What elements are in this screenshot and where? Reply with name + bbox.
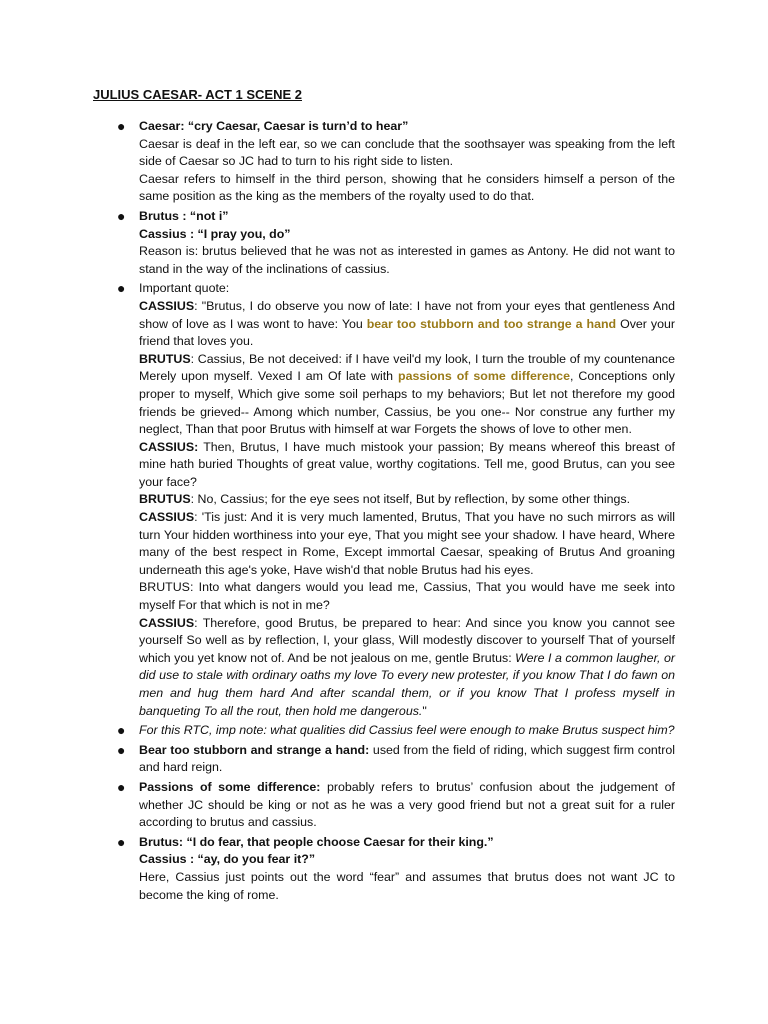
body-text: " [422,703,427,718]
note-line [139,615,675,721]
speaker-name: CASSIUS [139,510,195,525]
note-line [139,226,675,244]
list-item [117,722,675,740]
body-text: : "Brutus, I do observe you now of late: I have not from your eyes that gentleness And show of love as I was wont to have: You [139,298,675,331]
note-line [139,869,675,904]
body-text: , Conceptions only proper to myself, Which give some soil perhaps to my behaviors; But let not therefore my good friends be grieved-- Among which number, Cassius, be you one-- Nor construe any further my neglect, Than that poor Brutus with himself at war Forgets the shows of love to other men. [139,369,675,437]
note-line [139,834,675,852]
bullet-icon: ● [117,280,126,297]
body-text: Caesar refers to himself in the third person, showing that he considers himself a person of the same position as the king as the members of the royalty used to do that. [139,171,675,204]
bullet-icon: ● [117,118,126,134]
list-item [117,207,675,278]
list-item [117,280,675,720]
list-item [117,741,675,777]
list-item [117,118,675,206]
bold-text: Cassius : “ay, do you fear it?” [139,852,316,867]
note-line [139,722,675,740]
bold-text: Cassius : “I pray you, do” [139,226,291,241]
body-text: BRUTUS: Into what dangers would you lead me, Cassius, That you would have me seek into myself For that which is not in me? [139,580,675,613]
bold-text: Brutus: “I do fear, that people choose Caesar for their king.” [139,834,494,849]
bullet-icon: ● [117,778,126,795]
body-text: Over your friend that loves you. [139,316,675,349]
speaker-name: BRUTUS [139,492,191,507]
bullet-icon: ● [117,833,126,850]
body-text: : No, Cassius; for the eye sees not itself, But by reflection, by some other things. [190,492,631,507]
note-line [139,439,675,492]
body-text: probably refers to brutus’ confusion about the judgement of whether JC should be king or not as he was a very good friend but not a great suit for a ruler according to brutus and cassius. [139,779,675,830]
note-line [139,136,675,171]
italic-text: For this RTC, imp note: what qualities did Cassius feel were enough to make Brutus suspect him? [139,723,675,738]
term-label: Passions of some difference: [139,779,321,794]
body-text: : 'Tis just: And it is very much lamented, Brutus, That you have no such mirrors as will turn Your hidden worthiness into your eye, That you might see your shadow. I have heard, Where many of the best respect in Rome, Except immortal Caesar, speaking of Brutus And groaning underneath this age's yoke, Have wish'd that noble Brutus had his eyes. [139,510,675,577]
speaker-name: CASSIUS [139,615,195,630]
body-text: Caesar is deaf in the left ear, so we can conclude that the soothsayer was speaking from the left side of Caesar so JC had to turn to his right side to listen. [139,136,675,169]
term-label: Bear too stubborn and strange a hand: [139,742,370,757]
list-item [117,833,675,904]
bullet-icon: ● [117,207,126,224]
speaker-name: BRUTUS [139,351,191,366]
speaker-name: CASSIUS: [139,439,199,454]
note-line [139,851,675,869]
bold-text: Caesar: “cry Caesar, Caesar is turn’d to hear” [139,119,409,133]
body-text: Reason is: brutus believed that he was not as interested in games as Antony. He did not want to stand in the way of the inclinations of cassius. [139,244,675,276]
body-text: used from the field of riding, which suggest firm control and hard reign. [139,742,675,775]
note-line [139,208,675,226]
body-text: Important quote: [139,281,230,296]
italic-text: Were I a common laugher, or did use to stale with ordinary oaths my love To every new protester, if you know That I do fawn on men and hug them hard And after scandal them, or if you know That I profess myself in banqueting To all the rout, then hold me dangerous. [139,650,675,718]
note-line [139,779,675,832]
bullet-icon: ● [117,722,126,739]
body-text: : Cassius, Be not deceived: if I have veil'd my look, I turn the trouble of my countenance Merely upon myself. Vexed I am Of late with [139,351,675,384]
note-line [139,171,675,206]
bold-text: Brutus : “not i” [139,208,229,223]
note-line [139,298,675,351]
note-line [139,509,675,579]
list-item [117,778,675,832]
body-text: Then, Brutus, I have much mistook your passion; By means whereof this breast of mine hath buried Thoughts of great value, worthy cogitations. Tell me, good Brutus, can you see your face? [139,439,675,489]
speaker-name: CASSIUS [139,298,195,313]
bullet-icon: ● [117,741,126,758]
highlighted-phrase: bear too stubborn and too strange a hand [366,316,617,331]
note-line [139,491,675,509]
note-line [139,742,675,777]
highlighted-phrase: passions of some difference [398,369,570,384]
note-line [139,243,675,278]
body-text: : Therefore, good Brutus, be prepared to hear: And since you know you cannot see yourself So well as by reflection, I, your glass, Will modestly discover to yourself That of yourself which you yet know not of. And be not jealous on me, gentle Brutus: [139,615,675,665]
body-text: Here, Cassius just points out the word “fear” and assumes that brutus does not want JC to become the king of rome. [139,869,675,902]
note-line [139,118,675,136]
notes-list [117,118,675,904]
note-line [139,579,675,614]
page-title: JULIUS CAESAR- ACT 1 SCENE 2 [93,87,302,102]
note-line [139,280,675,298]
note-line [139,351,675,439]
